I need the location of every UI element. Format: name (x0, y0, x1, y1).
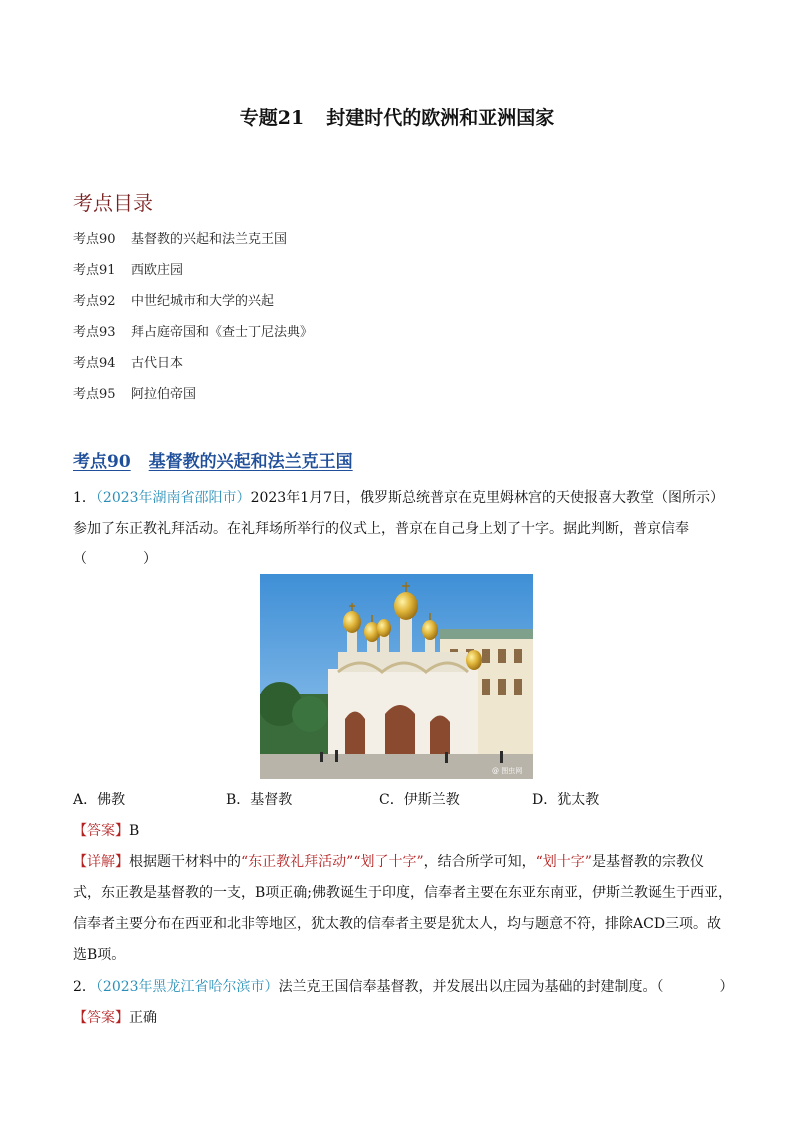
section-title: 基督教的兴起和法兰克王国 (148, 452, 353, 472)
toc-item[interactable] (73, 352, 183, 371)
toc-item-code: 考点91 (73, 263, 116, 278)
detail-highlight: “划十字” (535, 854, 592, 870)
toc-item-code: 考点92 (73, 294, 116, 309)
toc-heading: 考点目录 (73, 191, 153, 215)
answer-tag: 【答案】 (73, 823, 129, 839)
toc-item-code: 考点90 (73, 232, 116, 247)
answer-parentheses: （ ） (73, 551, 157, 567)
detail-tag: 【详解】 (73, 854, 129, 870)
answer-value: B (129, 823, 140, 839)
toc-item-label: 中世纪城市和大学的兴起 (131, 294, 275, 309)
detail-text: ，结合所学可知， (423, 854, 536, 870)
question-2-answer (73, 1007, 157, 1027)
detail-line-1 (73, 851, 704, 871)
question-1-answer (73, 820, 139, 840)
question-number: 1． (73, 490, 96, 506)
detail-line-3: 信奉者主要分布在西亚和北非等地区，犹太教的信奉者主要是犹太人，均与题意不符，排除ACD三项。故 (73, 916, 722, 932)
detail-line-4: 选B项。 (73, 947, 126, 963)
toc-item[interactable] (73, 290, 274, 309)
question-1-line-1 (73, 487, 724, 507)
question-text: 法兰克王国信奉基督教，并发展出以庄园为基础的封建制度。（ ） (278, 979, 734, 995)
toc-item[interactable] (73, 259, 183, 278)
toc-item[interactable] (73, 383, 196, 402)
option-c[interactable]: C．伊斯兰教 (379, 792, 460, 808)
title-number: 专题21 (239, 107, 305, 129)
toc-item-label: 基督教的兴起和法兰克王国 (131, 232, 288, 247)
option-b[interactable]: B．基督教 (226, 792, 293, 808)
photo-watermark: @ 图虫网 (492, 767, 523, 775)
answer-tag: 【答案】 (73, 1010, 129, 1026)
toc-item-code: 考点95 (73, 387, 116, 402)
toc-item[interactable] (73, 321, 313, 340)
option-d[interactable]: D．犹太教 (532, 792, 600, 808)
question-source: （2023年湖南省邵阳市） (95, 490, 251, 506)
detail-line-2: 式，东正教是基督教的一支，B项正确;佛教诞生于印度，信奉者主要在东亚东南亚，伊斯兰教诞生于西亚， (73, 885, 733, 901)
toc-item-label: 西欧庄园 (131, 263, 184, 278)
title-text: 封建时代的欧洲和亚洲国家 (326, 107, 555, 129)
answer-value: 正确 (129, 1010, 157, 1026)
toc-item[interactable] (73, 228, 287, 247)
question-2 (73, 976, 734, 996)
cathedral-illustration (260, 574, 533, 779)
question-number: 2． (73, 979, 96, 995)
toc-item-code: 考点93 (73, 325, 116, 340)
page-title (0, 103, 794, 130)
question-source: （2023年黑龙江省哈尔滨市） (95, 979, 279, 995)
question-text: 2023年1月7日，俄罗斯总统普京在克里姆林宫的天使报喜大教堂（图所示） (250, 490, 725, 506)
toc-item-label: 拜占庭帝国和《查士丁尼法典》 (131, 325, 314, 340)
option-a[interactable]: A．佛教 (73, 792, 126, 808)
section-code: 考点90 (73, 452, 131, 472)
detail-text: 根据题干材料中的 (129, 854, 241, 870)
detail-highlight: “东正教礼拜活动”“划了十字” (241, 854, 424, 870)
cathedral-photo (260, 574, 533, 779)
toc-item-label: 阿拉伯帝国 (131, 387, 197, 402)
question-1-line-2: 参加了东正教礼拜活动。在礼拜场所举行的仪式上，普京在自己身上划了十字。据此判断，普京信奉 (73, 521, 689, 537)
toc-item-label: 古代日本 (131, 356, 184, 371)
section-heading[interactable] (73, 447, 353, 472)
detail-text: 是基督教的宗教仪 (591, 854, 704, 870)
toc-item-code: 考点94 (73, 356, 116, 371)
